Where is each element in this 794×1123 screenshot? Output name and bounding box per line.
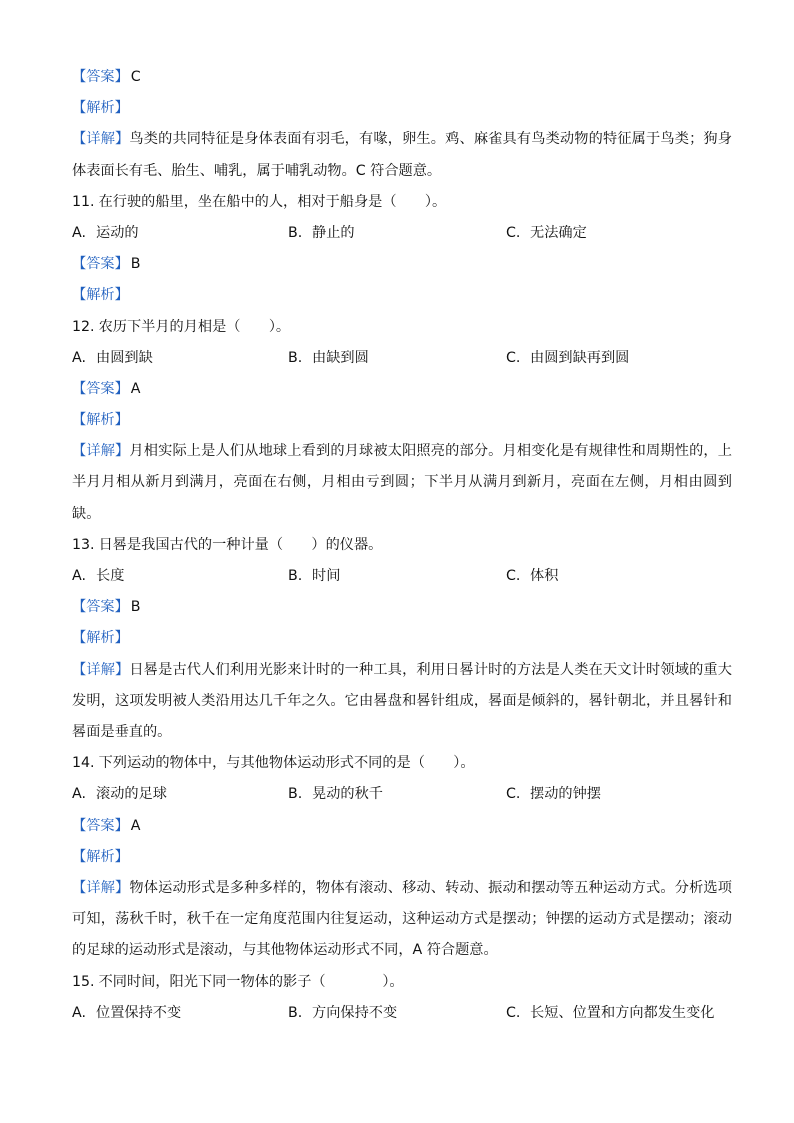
answer-tag: 【答案】 <box>72 817 129 834</box>
question-stem <box>72 530 732 561</box>
options-row <box>72 218 732 249</box>
analysis-tag: 【解析】 <box>72 412 129 429</box>
answer-tag: 【答案】 <box>72 599 129 616</box>
option-c[interactable] <box>506 779 732 810</box>
option-letter: C. <box>506 1004 521 1021</box>
option-c[interactable] <box>506 343 732 374</box>
options-row <box>72 779 732 810</box>
analysis-tag: 【解析】 <box>72 630 129 647</box>
option-b[interactable] <box>288 561 506 592</box>
answer-line <box>72 249 732 280</box>
analysis-tag: 【解析】 <box>72 100 129 117</box>
option-letter: C. <box>506 349 521 366</box>
option-a[interactable] <box>72 998 288 1029</box>
answer-line <box>72 374 732 405</box>
option-text: 摆动的钟摆 <box>530 786 601 803</box>
options-row <box>72 998 732 1029</box>
answer-line <box>72 592 732 623</box>
option-letter: A. <box>72 568 86 585</box>
answer-value: C <box>130 69 141 85</box>
detail-paragraph <box>72 124 732 186</box>
option-letter: B. <box>288 786 303 803</box>
analysis-line <box>72 405 732 436</box>
option-text: 时间 <box>312 568 341 585</box>
analysis-line <box>72 93 732 124</box>
answer-line <box>72 62 732 93</box>
detail-text: 月相实际上是人们从地球上看到的月球被太阳照亮的部分。月相变化是有规律性和周期性的，上半月月相从新月到满月，亮面在右侧，月相由亏到圆；下半月从满月到新月，亮面在左侧，月相由圆到缺。 <box>72 443 732 522</box>
detail-tag: 【详解】 <box>72 661 130 678</box>
question-number: 12. <box>72 318 95 335</box>
option-text: 静止的 <box>312 224 355 241</box>
analysis-tag: 【解析】 <box>72 287 129 304</box>
option-text: 由缺到圆 <box>312 349 369 366</box>
option-letter: C. <box>506 568 521 585</box>
option-text: 体积 <box>530 568 559 585</box>
option-a[interactable] <box>72 218 288 249</box>
answer-tag: 【答案】 <box>72 69 129 85</box>
option-letter: B. <box>288 349 303 366</box>
options-row <box>72 343 732 374</box>
option-b[interactable] <box>288 998 506 1029</box>
question-text: 日晷是我国古代的一种计量（ ）的仪器。 <box>98 536 383 553</box>
option-a[interactable] <box>72 779 288 810</box>
question-text: 不同时间，阳光下同一物体的影子（ ）。 <box>98 973 404 990</box>
question-text: 在行驶的船里，坐在船中的人，相对于船身是（ ）。 <box>98 193 447 210</box>
question-number: 15. <box>72 973 95 990</box>
option-c[interactable] <box>506 561 732 592</box>
answer-value: A <box>130 817 141 834</box>
option-text: 无法确定 <box>530 224 587 241</box>
analysis-tag: 【解析】 <box>72 848 129 865</box>
option-text: 由圆到缺 <box>96 349 153 366</box>
option-letter: B. <box>288 1004 303 1021</box>
analysis-label: 解析 <box>86 412 115 429</box>
option-letter: A. <box>72 786 86 803</box>
question-text: 下列运动的物体中，与其他物体运动形式不同的是（ ）。 <box>98 755 475 772</box>
question-text: 农历下半月的月相是（ ）。 <box>98 318 291 335</box>
option-text: 长度 <box>96 568 125 585</box>
option-text: 晃动的秋千 <box>312 786 383 803</box>
option-c[interactable] <box>506 218 732 249</box>
detail-tag: 【详解】 <box>72 131 130 148</box>
option-c[interactable] <box>506 998 732 1029</box>
analysis-label: 解析 <box>86 848 115 865</box>
analysis-line <box>72 623 732 654</box>
options-row <box>72 561 732 592</box>
question-number: 13. <box>72 536 95 553</box>
option-text: 滚动的足球 <box>96 786 167 803</box>
option-text: 长短、位置和方向都发生变化 <box>530 1004 715 1021</box>
analysis-line <box>72 842 732 873</box>
option-text: 位置保持不变 <box>96 1004 182 1021</box>
option-letter: A. <box>72 1004 86 1021</box>
question-stem <box>72 187 732 218</box>
answer-value: B <box>130 256 141 273</box>
option-text: 方向保持不变 <box>312 1004 398 1021</box>
answer-value: A <box>130 380 141 397</box>
detail-tag: 【详解】 <box>72 443 130 460</box>
option-letter: B. <box>288 224 303 241</box>
option-b[interactable] <box>288 218 506 249</box>
answer-value: B <box>130 599 141 616</box>
option-a[interactable] <box>72 343 288 374</box>
option-b[interactable] <box>288 343 506 374</box>
detail-text: 日晷是古代人们利用光影来计时的一种工具，利用日晷计时的方法是人类在天文计时领域的重大发明，这项发明被人类沿用达几千年之久。它由晷盘和晷针组成，晷面是倾斜的，晷针朝北，并且晷针和晷面是垂直的。 <box>72 661 732 741</box>
detail-paragraph <box>72 436 732 530</box>
answer-tag: 【答案】 <box>72 380 129 397</box>
detail-text: 鸟类的共同特征是身体表面有羽毛，有喙，卵生。鸡、麻雀具有鸟类动物的特征属于鸟类；狗身体表面长有毛、胎生、哺乳，属于哺乳动物。C 符合题意。 <box>72 131 732 179</box>
option-letter: B. <box>288 568 303 585</box>
answer-line <box>72 811 732 842</box>
analysis-label: 解析 <box>86 100 115 117</box>
option-letter: C. <box>506 786 521 803</box>
option-letter: C. <box>506 224 521 241</box>
question-number: 14. <box>72 755 95 772</box>
document-page <box>72 62 732 1029</box>
question-stem <box>72 967 732 998</box>
option-b[interactable] <box>288 779 506 810</box>
analysis-label: 解析 <box>86 630 115 647</box>
question-stem <box>72 312 732 343</box>
option-text: 运动的 <box>96 224 139 241</box>
detail-paragraph <box>72 655 732 749</box>
detail-paragraph <box>72 873 732 967</box>
detail-tag: 【详解】 <box>72 880 130 896</box>
option-letter: A. <box>72 349 86 366</box>
option-a[interactable] <box>72 561 288 592</box>
question-stem <box>72 748 732 779</box>
analysis-line <box>72 280 732 311</box>
option-text: 由圆到缺再到圆 <box>530 349 630 366</box>
detail-text: 物体运动形式是多种多样的，物体有滚动、移动、转动、振动和摆动等五种运动方式。分析选项可知，荡秋千时，秋千在一定角度范围内往复运动，这种运动方式是摆动；钟摆的运动方式是摆动；滚动的足球的运动形式是滚动，与其他物体运动形式不同，A 符合题意。 <box>72 880 732 959</box>
question-number: 11. <box>72 193 95 210</box>
answer-tag: 【答案】 <box>72 256 129 273</box>
option-letter: A. <box>72 224 86 241</box>
analysis-label: 解析 <box>86 287 115 304</box>
